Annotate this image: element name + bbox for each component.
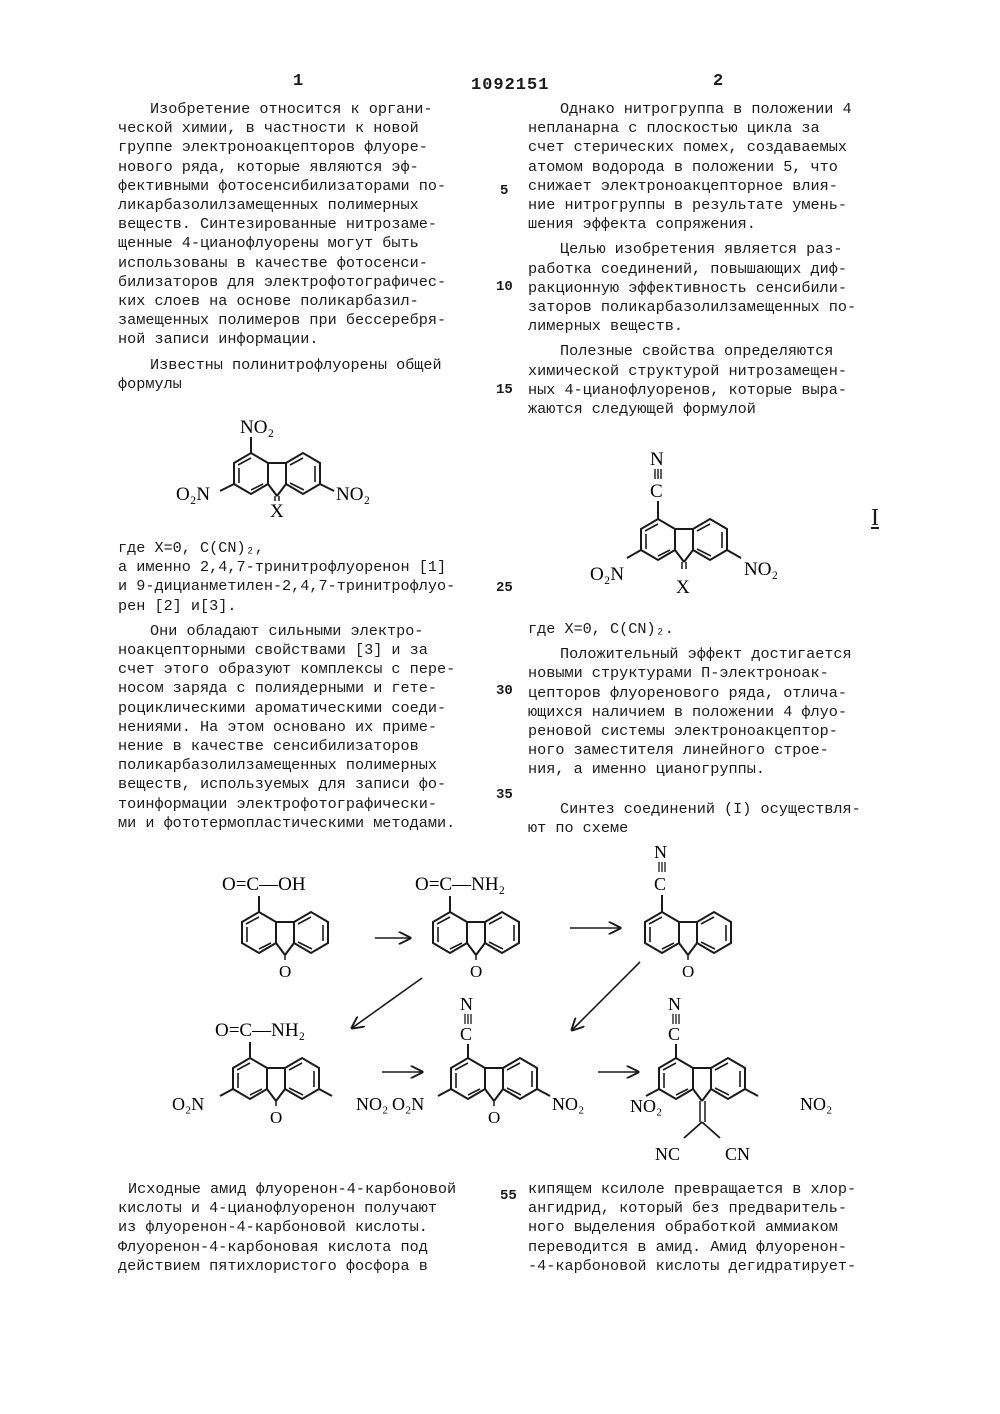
o2n-label: O₂N <box>172 1094 205 1114</box>
left-column <box>118 100 490 400</box>
c-label: C <box>650 481 663 502</box>
line-number: 30 <box>496 683 513 699</box>
o2n-label: O₂N <box>176 484 211 505</box>
cn-label: CN <box>725 1144 751 1164</box>
fluorenone-acid <box>242 912 328 955</box>
formula-number: I <box>871 505 879 531</box>
polynitrofluorene-formula <box>168 405 428 530</box>
right-paragraph-2: Целью изобретения является раз- работка соединений, повышающих диф- ракционную эффективность сенсибили- заторов поликарбазолилзамещенных по- лимерных веществ. <box>528 240 857 336</box>
line-number: 10 <box>496 279 513 295</box>
no2-label: NO₂ <box>630 1096 663 1116</box>
o-label: O <box>270 1108 283 1127</box>
o-label: O <box>279 962 292 981</box>
cyanofluorenone <box>645 912 731 955</box>
no2-label: NO₂ <box>356 1094 389 1114</box>
right-paragraph-4: где X=0, C(CN)₂. <box>528 620 674 638</box>
bottom-left-column <box>118 1180 498 1282</box>
right-paragraph-3: Полезные свойства определяются химической структурой нитрозамещен- ных 4-цианофлуоренов, которые выра- жаются следующей формулой <box>528 342 847 419</box>
line-number: 25 <box>496 580 513 596</box>
no2-label: NO₂ <box>552 1094 585 1114</box>
o-label: O <box>682 962 695 981</box>
right-paragraph-1: Однако нитрогруппа в положении 4 непланарна с плоскостью цикла за счет стерических помех, создаваемых атомом водорода в положении 5, что снижает электроноакцепторное влия- ние нитрогруппы в результате умень- шения эффекта сопряжения. <box>528 100 852 234</box>
dinitro-cyanofluorenone <box>451 1058 537 1101</box>
cyanofluorene-formula <box>590 445 870 605</box>
left-column-lower <box>118 539 498 839</box>
x-label: X <box>676 577 690 598</box>
n-label: N <box>460 994 473 1014</box>
right-paragraph-6: Синтез соединений (I) осуществля- ют по схеме <box>528 799 861 837</box>
dicyanomethylene-product <box>659 1058 745 1101</box>
line-number: 35 <box>496 787 513 803</box>
nc-label: NC <box>655 1144 681 1164</box>
fluorenone-amide <box>433 912 519 955</box>
no2-label: NO₂ <box>336 484 371 505</box>
bottom-right-paragraph: кипящем ксилоле превращается в хлор- ангидрид, который без предваритель- ного выделения обработкой аммиаком переводится в амид. Амид флуоренон- -4-карбоновой кислоты дегидратирует- <box>528 1180 857 1275</box>
n-label: N <box>654 842 667 862</box>
amide-label: O=C—NH₂ <box>215 1020 306 1041</box>
c-label: C <box>668 1024 681 1044</box>
line-number: 55 <box>500 1188 517 1204</box>
left-paragraph-4: Они обладают сильными электро- ноакцепторными свойствами [3] и за счет этого образуют комплексы с пере- носом заряда с полиядерными и гете- роциклическими ароматическими соеди- нениями. На этом основано их приме- нение в качестве сенсибилизаторов поликарбазолилзамещенных полимерных веществ, используемых для записи фо- тоинформации электрофотографически- ми и фототермопластическими методами. <box>118 621 456 832</box>
right-column-lower <box>528 620 898 844</box>
o2n-label: O₂N <box>392 1094 425 1114</box>
arrow-3 <box>352 978 422 1028</box>
no2-label: NO₂ <box>240 417 275 438</box>
line-number: 15 <box>496 382 513 398</box>
c-label: C <box>460 1024 473 1044</box>
no2-label: NO₂ <box>800 1094 833 1114</box>
dinitro-fluorenone-amide <box>233 1058 319 1101</box>
patent-number: 1092151 <box>471 76 550 95</box>
bottom-right-column <box>528 1180 908 1282</box>
o-label: O <box>470 962 483 981</box>
o2n-label: O₂N <box>590 564 625 585</box>
n-label: N <box>668 994 681 1014</box>
c-label: C <box>654 874 667 894</box>
no2-label: NO₂ <box>744 559 779 580</box>
arrow-4 <box>572 962 640 1030</box>
right-paragraph-5: Положительный эффект достигается новыми структурами П-электроноак- цепторов флуоренового ряда, отлича- ющихся наличием в положении 4 флуо- реновой системы электроноакцептор- ного заместителя линейного строе- ния, а именно цианогруппы. <box>528 645 852 779</box>
x-label: X <box>270 501 284 522</box>
o-label: O <box>488 1108 501 1127</box>
left-paragraph-1: Изобретение относится к органи- ческой химии, в частности к новой группе электроноакцепторов флуоре- нового ряда, которые являются эф- фективными фотосенсибилизаторами по- ликарбазолилзамещенных полимерных веществ. Синтезированные нитрозаме- щенные 4-цианофлуорены могут быть использованы в качестве фотосенси- билизаторов для электрофотографичес- ких слоев на основе поликарбазил- замещенных полимеров при бессеребря- ной записи информации. <box>118 100 447 349</box>
amide-label: O=C—NH₂ <box>415 874 506 895</box>
line-number: 5 <box>500 183 509 199</box>
synthesis-scheme <box>160 840 860 1170</box>
bottom-left-paragraph: Исходные амид флуоренон-4-карбоновой кислоты и 4-цианофлуоренон получают из флуоренон-4-карбоновой кислоты. Флуоренон-4-карбоновая кислота под действием пятихлористого фосфора в <box>118 1180 457 1275</box>
right-column <box>528 100 898 425</box>
n-label: N <box>650 449 664 470</box>
carboxyl-label: O=C—OH <box>222 874 306 895</box>
page-number-right: 2 <box>713 72 724 91</box>
left-paragraph-3: где X=0, C(CN)₂, а именно 2,4,7-тринитрофлуоренон [1] и 9-дицианметилен-2,4,7-тринитрофлуо- рен [2] и[3]. <box>118 539 456 615</box>
page-number-left: 1 <box>293 72 304 91</box>
left-paragraph-2: Известны полинитрофлуорены общей формулы <box>118 355 442 393</box>
